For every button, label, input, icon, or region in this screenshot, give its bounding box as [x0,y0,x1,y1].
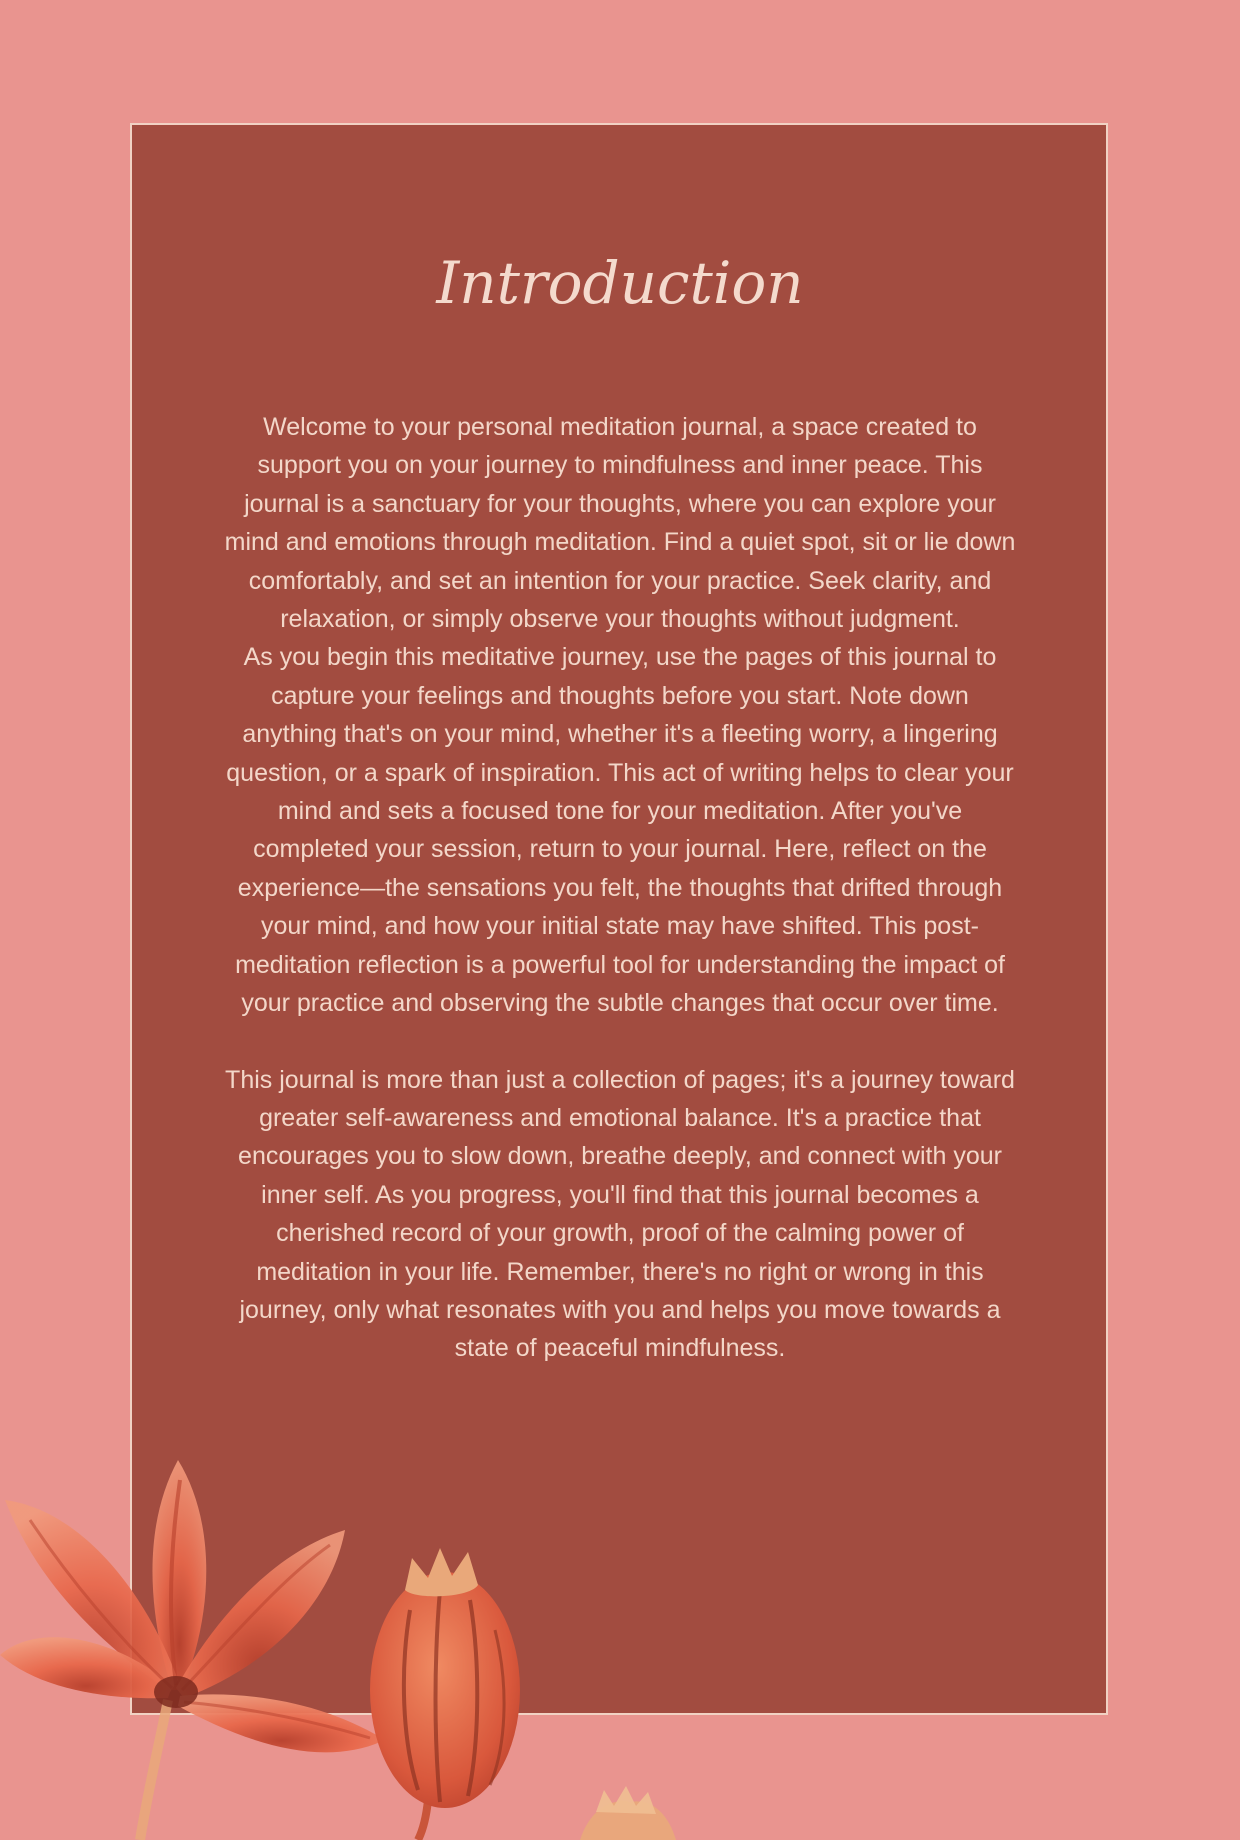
floral-illustration [0,1440,760,1840]
paragraph-journey: As you begin this meditative journey, use the pages of this journal to capture your feelings and thoughts before you start. Note down anything that's on your mind, whether it's a fleeting worry, a lingering question, or a spark of inspiration. This act of writing helps to clear your mind and sets a focused tone for your meditation. After you've completed your session, return to your journal. Here, reflect on the experience—the sensations you felt, the thoughts that drifted through your mind, and how your initial state may have shifted. This post-meditation reflection is a powerful tool for understanding the impact of your practice and observing the subtle changes that occur over time. [226,643,1014,1018]
small-bud-icon [580,1786,676,1840]
paragraph-closing: This journal is more than just a collection of pages; it's a journey toward greater self-awareness and emotional balance. It's a practice that encourages you to slow down, breathe deeply, and connect with your inner self. As you progress, you'll find that this journal becomes a cherished record of your growth, proof of the calming power of meditation in your life. Remember, there's no right or wrong in this journey, only what resonates with you and helps you move towards a state of peaceful mindfulness. [225,1065,1015,1363]
page-title: Introduction [436,249,804,317]
paragraph-welcome: Welcome to your personal meditation journal, a space created to support you on your journey to mindfulness and inner peace. This journal is a sanctuary for your thoughts, where you can explore your mind and emotions through meditation. Find a quiet spot, sit or lie down comfortably, and set an intention for your practice. Seek clarity, and relaxation, or simply observe your thoughts without judgment. [224,413,1016,634]
bud-icon [370,1548,520,1840]
flower-icon [0,1460,385,1840]
introduction-body [222,408,1018,1368]
